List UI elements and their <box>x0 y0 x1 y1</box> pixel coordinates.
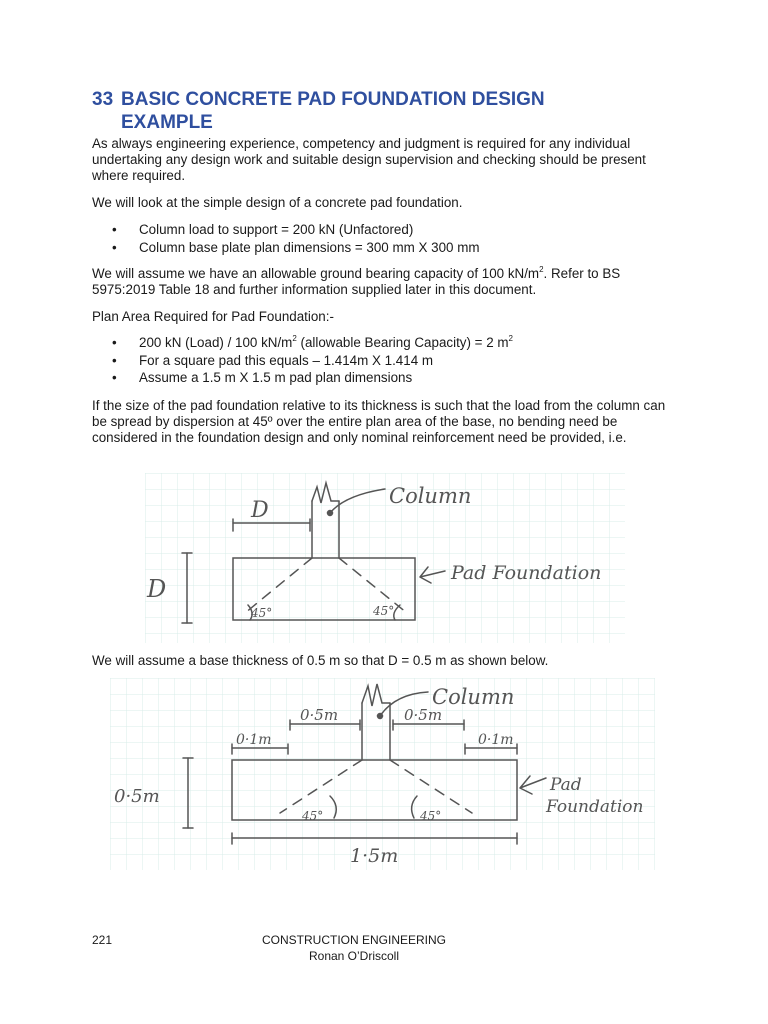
assume-text: We will assume a base thickness of 0.5 m so that D = 0.5 m as shown below. <box>92 653 549 668</box>
b1-mid: (allowable Bearing Capacity) = 2 m <box>296 335 509 350</box>
list-item <box>112 334 672 352</box>
assume-paragraph <box>92 653 682 669</box>
dim-label-side: D <box>147 575 167 603</box>
plan-area-paragraph <box>92 309 682 325</box>
plan-area-text: Plan Area Required for Pad Foundation:- <box>92 309 334 324</box>
look-paragraph <box>92 195 682 211</box>
angle-label-right: 45° <box>420 809 442 823</box>
intro-paragraph <box>92 136 682 183</box>
angle-label-right: 45° <box>373 604 395 618</box>
intro-text: As always engineering experience, competency and judgment is required for any individual undertaking any design work and suitable design supervision and checking should be present where required. <box>92 136 646 183</box>
bearing-pre: We will assume we have an allowable ground bearing capacity of 100 kN/m <box>92 266 540 281</box>
dim-label-top: D <box>251 498 269 523</box>
dispersion-text: If the size of the pad foundation relative to its thickness is such that the load from the column can be spread by dispersion at 45º over the entire plan area of the base, no bending need be considered in the foundation design and only nominal reinforcement need be provided, i.e. <box>92 398 666 445</box>
list-item: • Column base plate plan dimensions = 300 mm X 300 mm <box>112 239 672 257</box>
pad-foundation-sketch-2 <box>110 678 655 870</box>
pad-label: Pad Foundation <box>451 562 602 584</box>
grid-background <box>110 678 655 870</box>
pad-label-line-2: Foundation <box>546 797 644 817</box>
list-item: • Column load to support = 200 kN (Unfactored) <box>112 221 672 239</box>
page-number: 221 <box>92 933 113 947</box>
bearing-post: . Refer to BS 5975:2019 Table 18 and further information supplied later in this document. <box>92 266 621 297</box>
footer-author: Ronan O’Driscoll <box>308 949 400 963</box>
column-bullets <box>112 221 672 256</box>
b1-sup: 2 <box>292 334 297 343</box>
width-label: 1·5m <box>350 845 399 867</box>
edge-label-left: 0·1m <box>236 732 272 748</box>
heading-line-2: EXAMPLE <box>121 112 213 133</box>
section-number: 33 <box>92 89 114 110</box>
angle-label-left: 45° <box>251 606 273 620</box>
list-item: • For a square pad this equals – 1.414m X 1.414 m <box>112 352 672 370</box>
column-label: Column <box>432 685 515 709</box>
angle-label-left: 45° <box>302 809 324 823</box>
dim-label-right: 0·5m <box>404 706 443 724</box>
bearing-paragraph <box>92 266 682 298</box>
section-heading <box>92 88 692 134</box>
b1-sup2: 2 <box>508 334 513 343</box>
footer-title: CONSTRUCTION ENGINEERING <box>261 933 446 947</box>
b1-pre: 200 kN (Load) / 100 kN/m <box>139 335 293 350</box>
list-item: • Assume a 1.5 m X 1.5 m pad plan dimensions <box>112 369 672 387</box>
bearing-sup: 2 <box>539 265 544 274</box>
pad-label-line-1: Pad <box>550 775 582 795</box>
thickness-label: 0·5m <box>114 786 160 807</box>
look-text: We will look at the simple design of a concrete pad foundation. <box>92 195 463 210</box>
pad-foundation-sketch-1 <box>145 473 625 643</box>
dim-label-left: 0·5m <box>300 706 339 724</box>
edge-label-right: 0·1m <box>478 732 514 748</box>
heading-line-1: BASIC CONCRETE PAD FOUNDATION DESIGN <box>121 89 545 110</box>
dispersion-paragraph <box>92 398 682 445</box>
column-label: Column <box>389 484 472 508</box>
plan-area-bullets <box>112 334 672 387</box>
bearing-text <box>92 266 682 298</box>
